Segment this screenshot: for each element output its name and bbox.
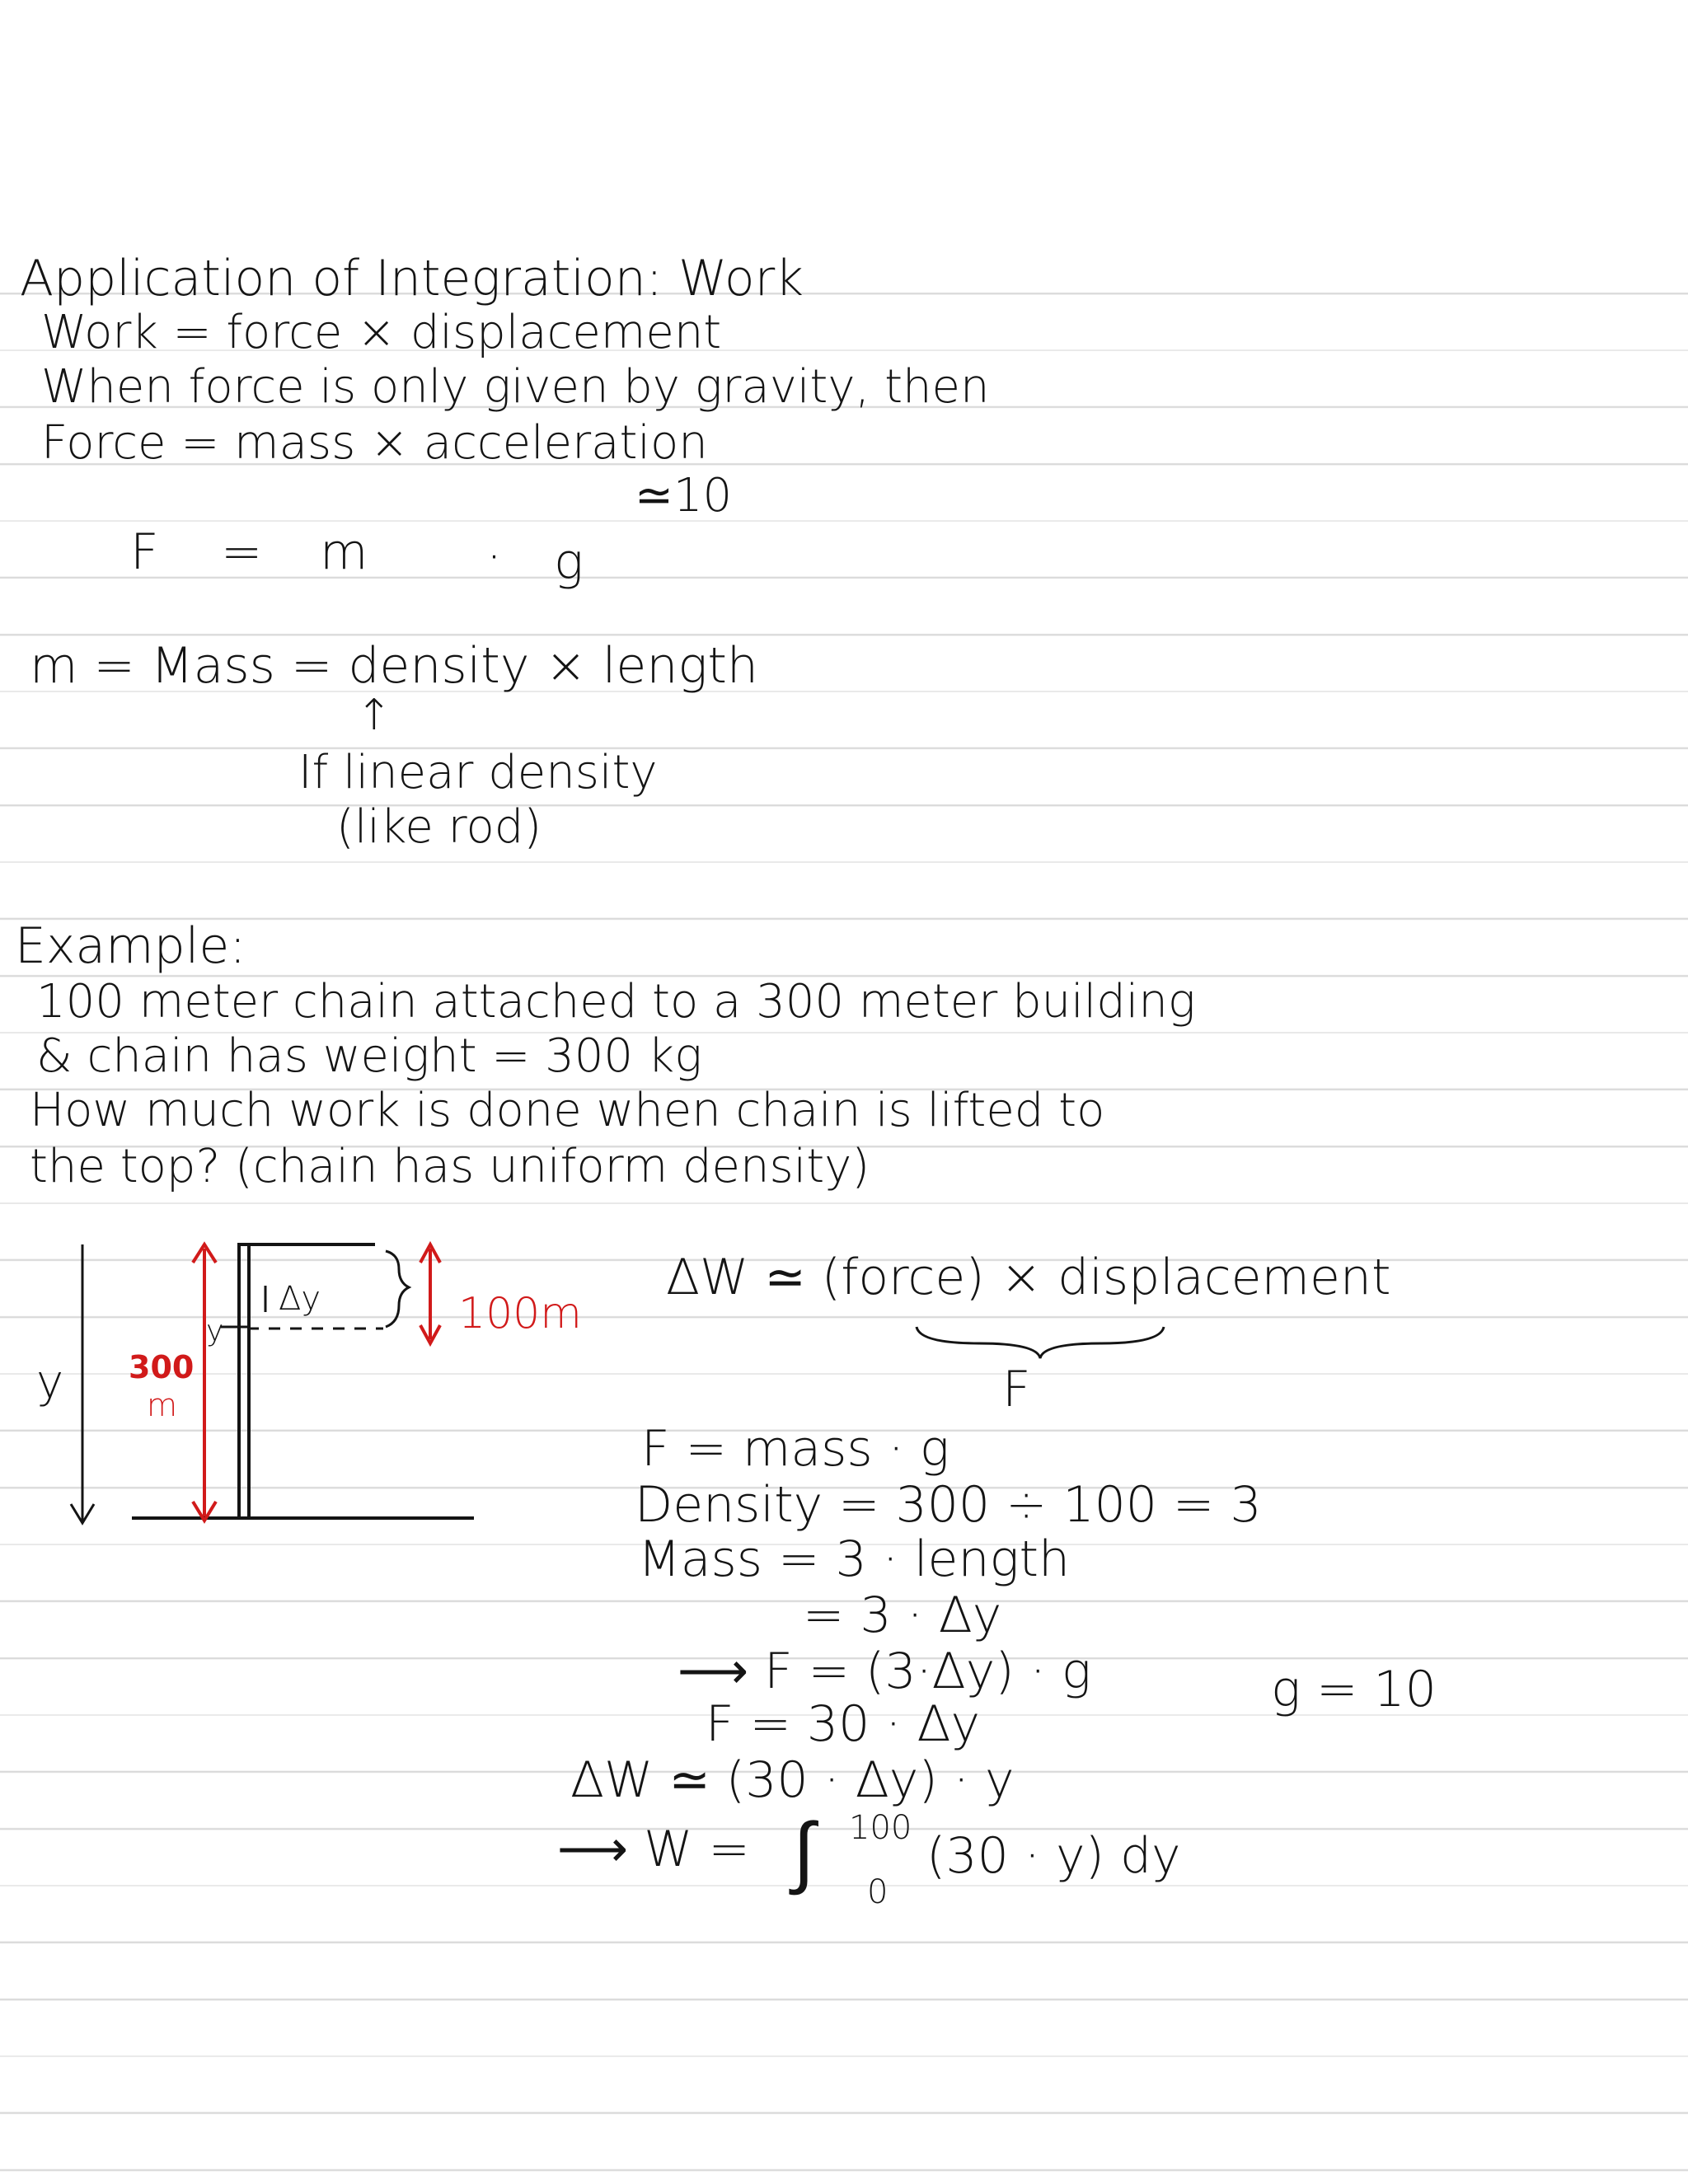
work-integral-label: ⟶ W = — [557, 1821, 750, 1878]
delta-w-definition: ΔW ≃ (force) × displacement — [666, 1249, 1391, 1306]
mass-length: Mass = 3 · length — [638, 1530, 1071, 1588]
m-symbol: m — [320, 523, 368, 581]
building-height-unit: m — [147, 1387, 178, 1423]
g-symbol: g — [554, 533, 584, 591]
delta-y-label: Δy — [279, 1280, 321, 1318]
force-substitution: ⟶ F = (3·Δy) · g — [678, 1643, 1091, 1700]
brace-f-label: F — [1002, 1361, 1031, 1418]
f-symbol: F — [130, 523, 159, 581]
mass-delta-y: = 3 · Δy — [803, 1586, 1002, 1644]
acceleration-approx: ≃10 — [635, 469, 733, 523]
force-underbrace — [917, 1327, 1164, 1358]
example-line-1: 100 meter chain attached to a 300 meter building — [36, 975, 1196, 1029]
work-definition: Work = force × displacement — [41, 306, 722, 359]
example-line-4: the top? (chain has uniform density) — [30, 1140, 870, 1193]
force-definition: Force = mass × acceleration — [41, 416, 708, 470]
example-line-3: How much work is done when chain is lifted to — [30, 1084, 1105, 1137]
example-line-2: & chain has weight = 300 kg — [36, 1029, 702, 1083]
integrand: (30 · y) dy — [926, 1827, 1181, 1885]
g-value: g = 10 — [1271, 1661, 1437, 1718]
y-marker-label: y — [206, 1315, 224, 1348]
force-30-dy: F = 30 · Δy — [706, 1695, 981, 1753]
f-mass-g: F = mass · g — [641, 1420, 950, 1478]
y-left-label: y — [36, 1356, 64, 1409]
integral-sign: ∫ — [793, 1805, 815, 1897]
mass-density-line: m = Mass = density × length — [30, 637, 758, 695]
gravity-line: When force is only given by gravity, then — [41, 360, 990, 414]
integral-lower-limit: 0 — [867, 1873, 889, 1911]
example-heading: Example: — [15, 917, 246, 975]
chain-brace — [386, 1251, 409, 1327]
linear-density-note: If linear density — [298, 746, 658, 799]
equals-symbol: = — [221, 523, 263, 581]
notes-title: Application of Integration: Work — [20, 250, 804, 307]
integral-upper-limit: 100 — [849, 1809, 912, 1847]
chain-length-label: 100m — [458, 1289, 582, 1338]
like-rod-note: (like rod) — [336, 800, 542, 854]
density-calc: Density = 300 ÷ 100 = 3 — [635, 1476, 1262, 1534]
delta-w-30-dy: ΔW ≃ (30 · Δy) · y — [570, 1751, 1015, 1809]
up-arrow: ↑ — [356, 691, 392, 740]
dot-symbol: · — [486, 528, 503, 586]
building-height-value: 300 — [129, 1349, 195, 1385]
